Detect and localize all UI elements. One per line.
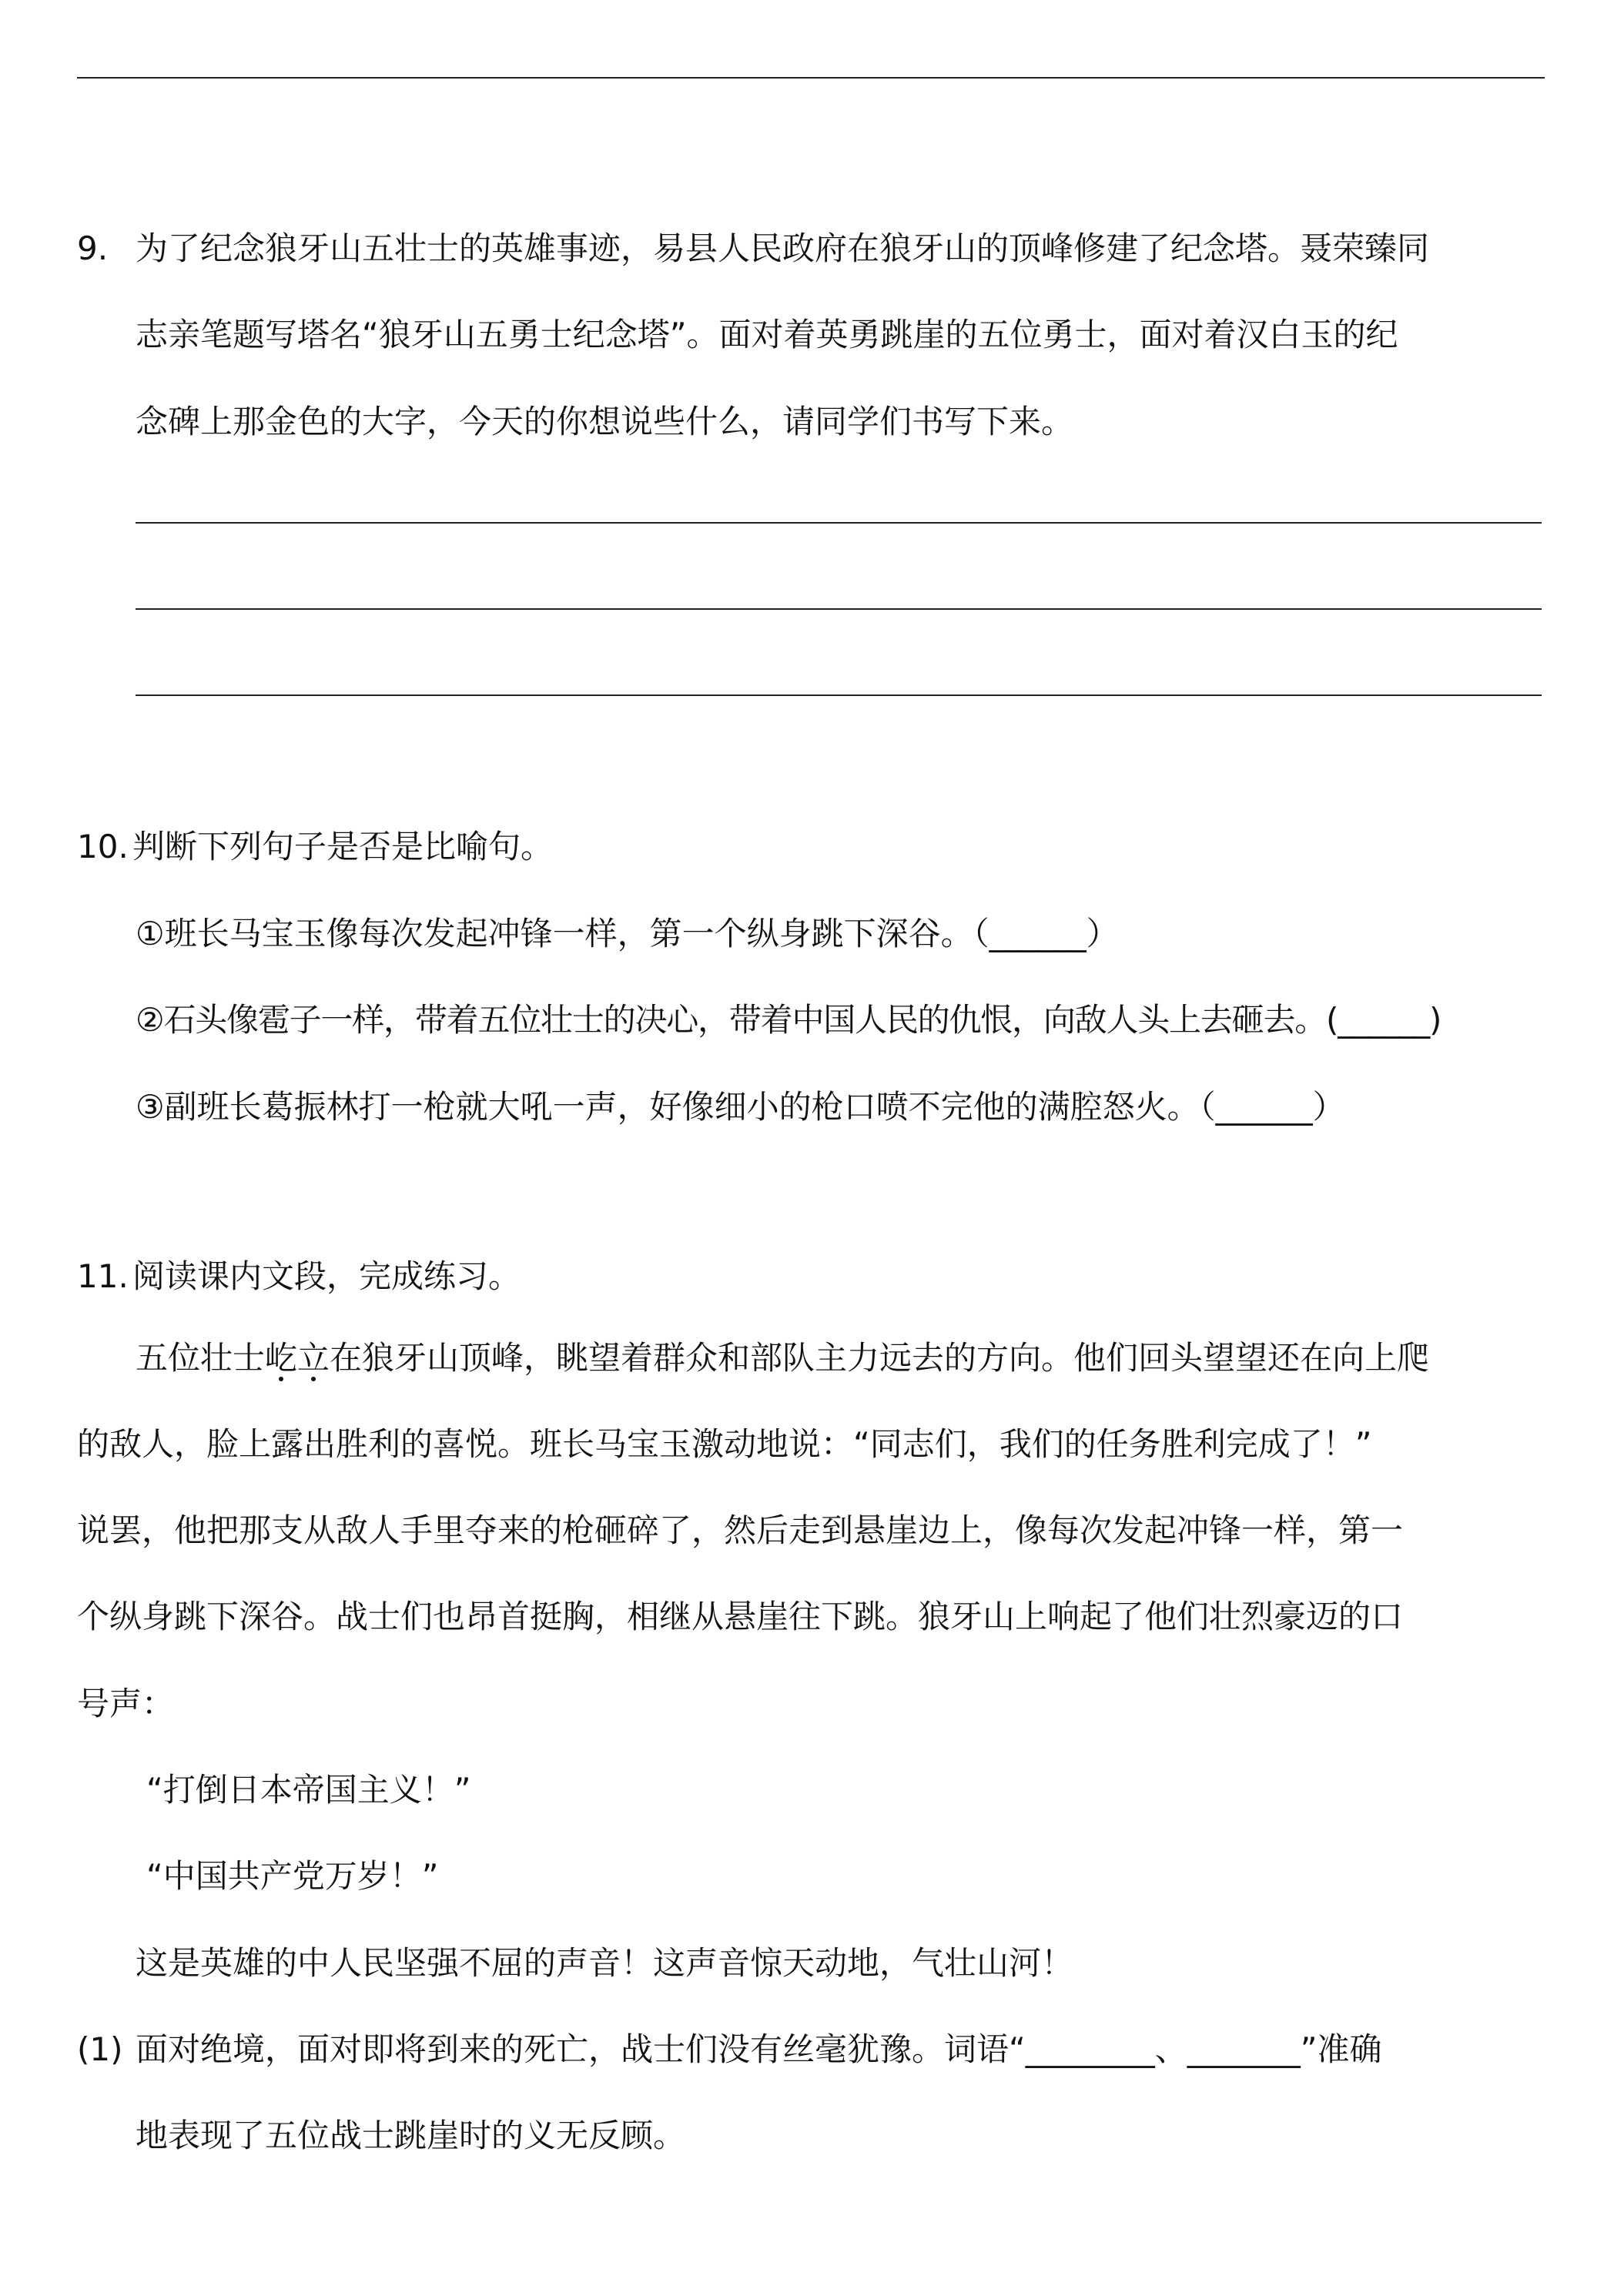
q9-answer-line-2[interactable] bbox=[136, 608, 1542, 610]
q9-answer-line-1[interactable] bbox=[136, 522, 1542, 524]
q10-item-3: ③副班长葛振林打一枪就大吼一声，好像细小的枪口喷不完他的满腔怒火。（______） bbox=[136, 1088, 1345, 1126]
q11-sub1-line-2: 地表现了五位战士跳崖时的义无反顾。 bbox=[136, 2117, 686, 2154]
q11-passage-line-5: 号声： bbox=[77, 1685, 175, 1722]
q11-slogan-1: “打倒日本帝国主义！” bbox=[146, 1771, 471, 1809]
q9-answer-line-3[interactable] bbox=[136, 694, 1542, 696]
q11-passage-line-3: 说罢，他把那支从敌人手里夺来的枪砸碎了，然后走到悬崖边上，像每次发起冲锋一样，第一 bbox=[77, 1511, 1404, 1549]
q11-p1-before: 五位壮士 bbox=[136, 1339, 266, 1377]
q9-line-2: 志亲笔题写塔名“狼牙山五勇士纪念塔”。面对着英勇跳崖的五位勇士，面对着汉白玉的纪 bbox=[136, 316, 1398, 353]
q11-closing: 这是英雄的中人民坚强不屈的声音！这声音惊天动地，气壮山河！ bbox=[136, 1944, 1074, 1982]
q11-sub1-line-1: 面对绝境，面对即将到来的死亡，战士们没有丝毫犹豫。词语“________、_______”准确 bbox=[136, 2030, 1382, 2068]
q9-line-1: 为了纪念狼牙山五壮士的英雄事迹，易县人民政府在狼牙山的顶峰修建了纪念塔。聂荣臻同 bbox=[136, 229, 1430, 267]
q11-number: 11. bbox=[77, 1257, 129, 1295]
q11-passage-line-2: 的敌人，脸上露出胜利的喜悦。班长马宝玉激动地说：“同志们，我们的任务胜利完成了！” bbox=[77, 1425, 1372, 1463]
q9-number: 9. bbox=[77, 229, 109, 267]
q11-p1-emphasis-2: 立 bbox=[297, 1339, 330, 1377]
q10-item-2: ②石头像雹子一样，带着五位壮士的决心，带着中国人民的仇恨，向敌人头上去砸去。(______) bbox=[136, 1001, 1442, 1039]
q11-p1-after: 在狼牙山顶峰，眺望着群众和部队主力远去的方向。他们回头望望还在向上爬 bbox=[330, 1339, 1430, 1377]
q10-item-1: ①班长马宝玉像每次发起冲锋一样，第一个纵身跳下深谷。（______） bbox=[136, 915, 1119, 952]
q11-passage-line-4: 个纵身跳下深谷。战士们也昂首挺胸，相继从悬崖往下跳。狼牙山上响起了他们壮烈豪迈的口 bbox=[77, 1598, 1404, 1635]
q11-sub1-number: (1) bbox=[77, 2030, 123, 2068]
q11-passage-line-1 bbox=[136, 1335, 1429, 1381]
q11-slogan-2: “中国共产党万岁！” bbox=[146, 1857, 439, 1895]
q11-p1-emphasis-1: 屹 bbox=[265, 1339, 298, 1377]
q10-title: 判断下列句子是否是比喻句。 bbox=[132, 828, 554, 865]
q11-title: 阅读课内文段，完成练习。 bbox=[132, 1257, 521, 1295]
q10-number: 10. bbox=[77, 828, 129, 865]
top-rule bbox=[77, 77, 1545, 79]
q9-line-3: 念碑上那金色的大字，今天的你想说些什么，请同学们书写下来。 bbox=[136, 403, 1074, 440]
